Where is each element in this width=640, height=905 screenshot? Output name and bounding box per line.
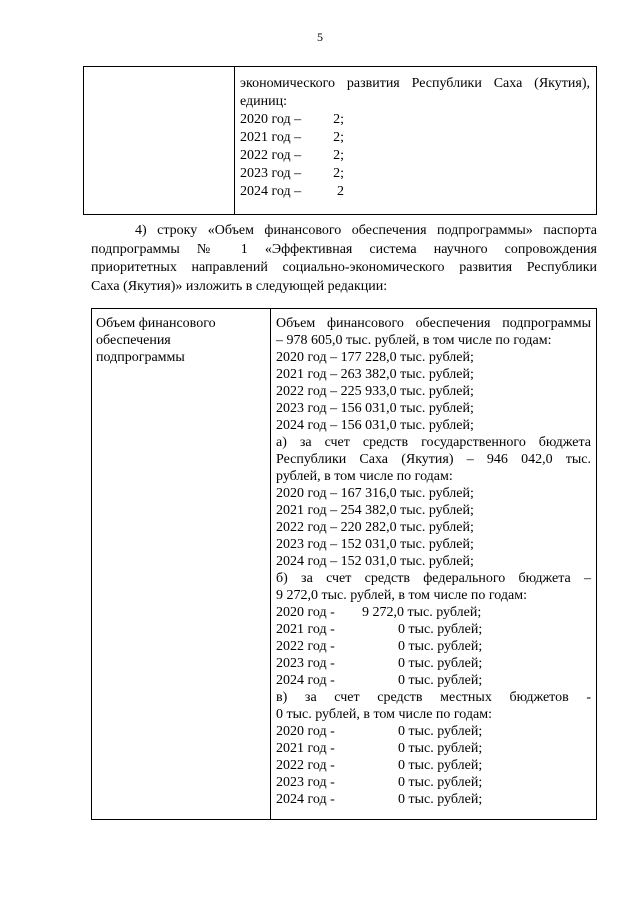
regional-year-line: 2020 год – 167 316,0 тыс. рублей; [276, 486, 474, 501]
year-value: 0 тыс. рублей; [398, 622, 483, 637]
indicator-text-line: экономического развития Республики Саха (Якутия), [240, 76, 590, 91]
federal-year-row [276, 604, 591, 621]
year-label: 2020 год – [240, 112, 302, 127]
local-year-row [276, 757, 591, 774]
page-number: 5 [317, 30, 323, 44]
federal-year-row [276, 621, 591, 638]
regional-year-line: 2022 год – 220 282,0 тыс. рублей; [276, 520, 474, 535]
local-budget-line: 0 тыс. рублей, в том числе по годам: [276, 707, 492, 722]
year-value: 2; [333, 112, 344, 127]
indicator-table [83, 66, 597, 215]
year-label: 2023 год - [276, 775, 335, 790]
local-year-row [276, 723, 591, 740]
year-label: 2023 год - [276, 656, 335, 671]
financing-table-left-cell [92, 309, 271, 820]
federal-year-row [276, 672, 591, 689]
year-label: 2024 год - [276, 792, 335, 807]
year-value: 2 [337, 184, 344, 199]
year-value: 0 тыс. рублей; [398, 741, 483, 756]
financing-label-line: обеспечения [96, 333, 171, 348]
year-value: 2; [333, 148, 344, 163]
year-label: 2021 год – [240, 130, 302, 145]
local-budget-line: в) за счет средств местных бюджетов - [276, 690, 591, 705]
year-value: 0 тыс. рублей; [398, 758, 483, 773]
local-year-row [276, 774, 591, 791]
regional-budget-line: Республики Саха (Якутия) – 946 042,0 тыс. [276, 452, 591, 467]
year-value: 2; [333, 130, 344, 145]
paragraph-line: Саха (Якутия)» изложить в следующей редакции: [91, 278, 388, 294]
federal-year-row [276, 638, 591, 655]
year-value: 9 272,0 тыс. рублей; [362, 605, 482, 620]
paragraph-line: 4) строку «Объем финансового обеспечения подпрограммы» паспорта [135, 223, 597, 238]
financing-intro-line: – 978 605,0 тыс. рублей, в том числе по годам: [276, 333, 552, 348]
regional-year-line: 2023 год – 152 031,0 тыс. рублей; [276, 537, 474, 552]
financing-label-line: Объем финансового [96, 316, 216, 331]
local-year-row [276, 740, 591, 757]
year-value: 0 тыс. рублей; [398, 724, 483, 739]
total-year-line: 2021 год – 263 382,0 тыс. рублей; [276, 367, 474, 382]
total-year-line: 2024 год – 156 031,0 тыс. рублей; [276, 418, 474, 433]
year-label: 2022 год - [276, 639, 335, 654]
total-year-line: 2020 год – 177 228,0 тыс. рублей; [276, 350, 474, 365]
indicator-year-row [240, 165, 590, 183]
indicator-table-right-cell [235, 67, 597, 215]
federal-year-row [276, 655, 591, 672]
financing-label-line: подпрограммы [96, 350, 185, 365]
year-value: 0 тыс. рублей; [398, 792, 483, 807]
financing-table-right-cell [271, 309, 597, 820]
year-label: 2024 год - [276, 673, 335, 688]
regional-year-line: 2024 год – 152 031,0 тыс. рублей; [276, 554, 474, 569]
indicator-table-left-cell [84, 67, 235, 215]
year-label: 2022 год - [276, 758, 335, 773]
regional-budget-line: а) за счет средств государственного бюджета [276, 435, 591, 450]
year-label: 2020 год - [276, 724, 335, 739]
year-value: 0 тыс. рублей; [398, 656, 483, 671]
year-value: 2; [333, 166, 344, 181]
financing-table [91, 308, 597, 820]
year-label: 2020 год - [276, 605, 335, 620]
year-value: 0 тыс. рублей; [398, 639, 483, 654]
year-label: 2024 год – [240, 184, 302, 199]
financing-intro-line: Объем финансового обеспечения подпрограммы [276, 316, 591, 331]
amendment-paragraph [91, 222, 597, 296]
federal-budget-line: б) за счет средств федерального бюджета – [276, 571, 591, 586]
regional-budget-line: рублей, в том числе по годам: [276, 469, 453, 484]
indicator-text-line: единиц: [240, 94, 288, 109]
year-label: 2023 год – [240, 166, 302, 181]
indicator-year-row [240, 147, 590, 165]
indicator-year-row [240, 183, 590, 201]
total-year-line: 2023 год – 156 031,0 тыс. рублей; [276, 401, 474, 416]
regional-year-line: 2021 год – 254 382,0 тыс. рублей; [276, 503, 474, 518]
year-value: 0 тыс. рублей; [398, 775, 483, 790]
year-label: 2022 год – [240, 148, 302, 163]
indicator-year-row [240, 129, 590, 147]
year-value: 0 тыс. рублей; [398, 673, 483, 688]
local-year-row [276, 791, 591, 808]
total-year-line: 2022 год – 225 933,0 тыс. рублей; [276, 384, 474, 399]
indicator-year-row [240, 111, 590, 129]
year-label: 2021 год - [276, 741, 335, 756]
federal-budget-line: 9 272,0 тыс. рублей, в том числе по годам: [276, 588, 527, 603]
paragraph-line: подпрограммы № 1 «Эффективная система научного сопровождения [91, 241, 597, 257]
year-label: 2021 год - [276, 622, 335, 637]
paragraph-line: приоритетных направлений социально-экономического развития Республики [91, 260, 597, 275]
